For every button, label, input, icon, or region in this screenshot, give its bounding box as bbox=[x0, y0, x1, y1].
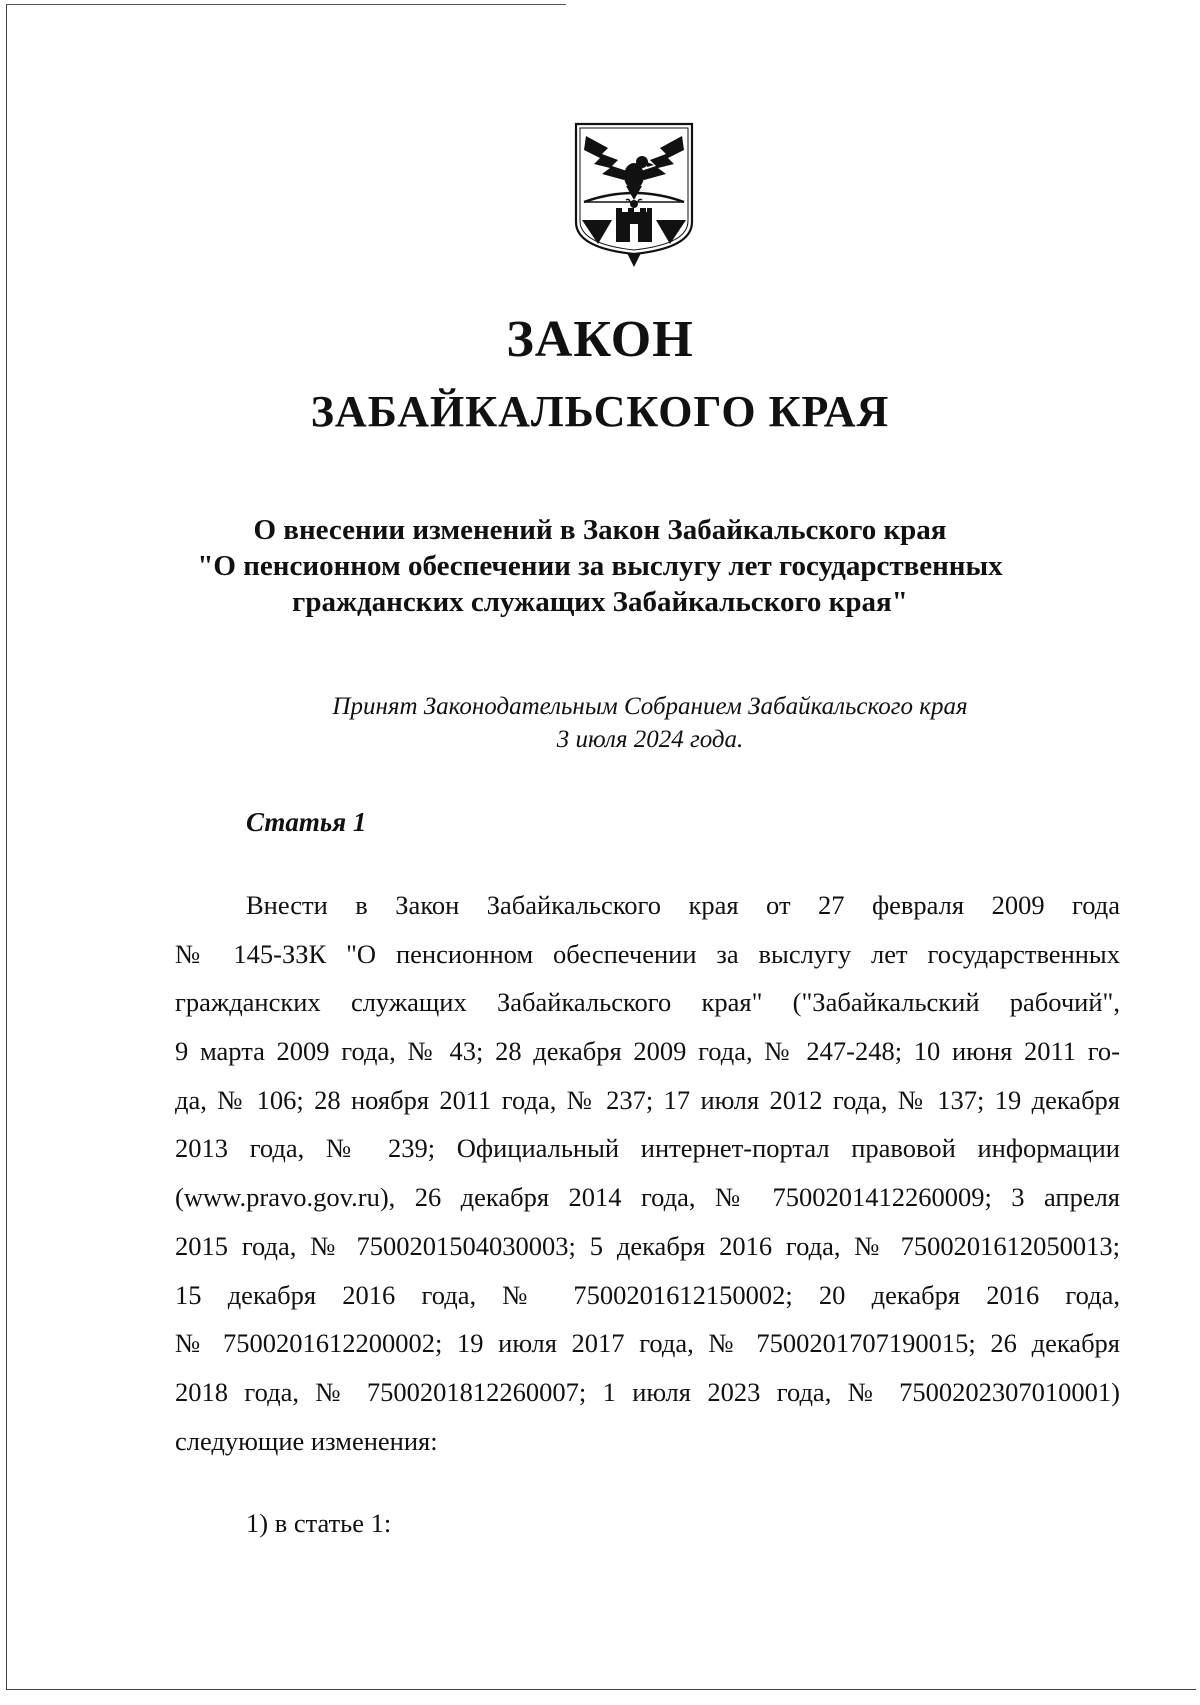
law-subject-line: О внесении изменений в Закон Забайкальского края bbox=[253, 514, 947, 546]
adoption-note-line: 3 июля 2024 года. bbox=[556, 726, 744, 753]
article-line: Внести в Закон Забайкальского края от 27 февраля 2009 года bbox=[246, 890, 1120, 920]
scan-border-left bbox=[6, 4, 7, 1689]
law-subject-line: "О пенсионном обеспечении за выслугу лет государственных bbox=[197, 550, 1003, 582]
article-line: следующие изменения: bbox=[175, 1425, 438, 1456]
article-line: 2018 года, № 7500201812260007; 1 июля 2023 года, № 7500202307010001) bbox=[175, 1376, 1120, 1407]
article-line: 2013 года, № 239; Официальный интернет-портал правовой информации bbox=[175, 1133, 1120, 1164]
scan-border-top bbox=[6, 4, 566, 5]
article-heading: Статья 1 bbox=[246, 807, 367, 837]
article-body bbox=[175, 881, 1120, 1465]
article-line: 2015 года, № 7500201504030003; 5 декабря 2016 года, № 7500201612050013; bbox=[175, 1230, 1120, 1261]
article-line: да, № 106; 28 ноября 2011 года, № 237; 17 июля 2012 года, № 137; 19 декабря bbox=[175, 1084, 1120, 1115]
article-line: № 7500201612200002; 19 июля 2017 года, № 7500201707190015; 26 декабря bbox=[175, 1328, 1120, 1359]
law-region-title: ЗАБАЙКАЛЬСКОГО КРАЯ bbox=[310, 387, 890, 436]
law-subject bbox=[140, 512, 1060, 620]
adoption-note bbox=[200, 690, 1100, 756]
adoption-note-line: Принят Законодательным Собранием Забайкальского края bbox=[332, 693, 968, 720]
article-item-1: 1) в статье 1: bbox=[246, 1508, 392, 1538]
article-line: гражданских служащих Забайкальского края" ("Забайкальский рабочий", bbox=[175, 987, 1120, 1018]
coat-of-arms-icon bbox=[572, 120, 696, 270]
article-line: 15 декабря 2016 года, № 7500201612150002; 20 декабря 2016 года, bbox=[175, 1279, 1120, 1310]
scan-border-bottom bbox=[6, 1689, 1196, 1690]
law-subject-line: гражданских служащих Забайкальского края" bbox=[292, 586, 908, 618]
article-line: (www.pravo.gov.ru), 26 декабря 2014 года, № 7500201412260009; 3 апреля bbox=[175, 1182, 1120, 1213]
article-line: № 145-ЗЗК "О пенсионном обеспечении за выслугу лет государственных bbox=[175, 938, 1120, 969]
law-title: ЗАКОН bbox=[506, 311, 694, 368]
article-line: 9 марта 2009 года, № 43; 28 декабря 2009 года, № 247-248; 10 июня 2011 го- bbox=[175, 1036, 1120, 1067]
